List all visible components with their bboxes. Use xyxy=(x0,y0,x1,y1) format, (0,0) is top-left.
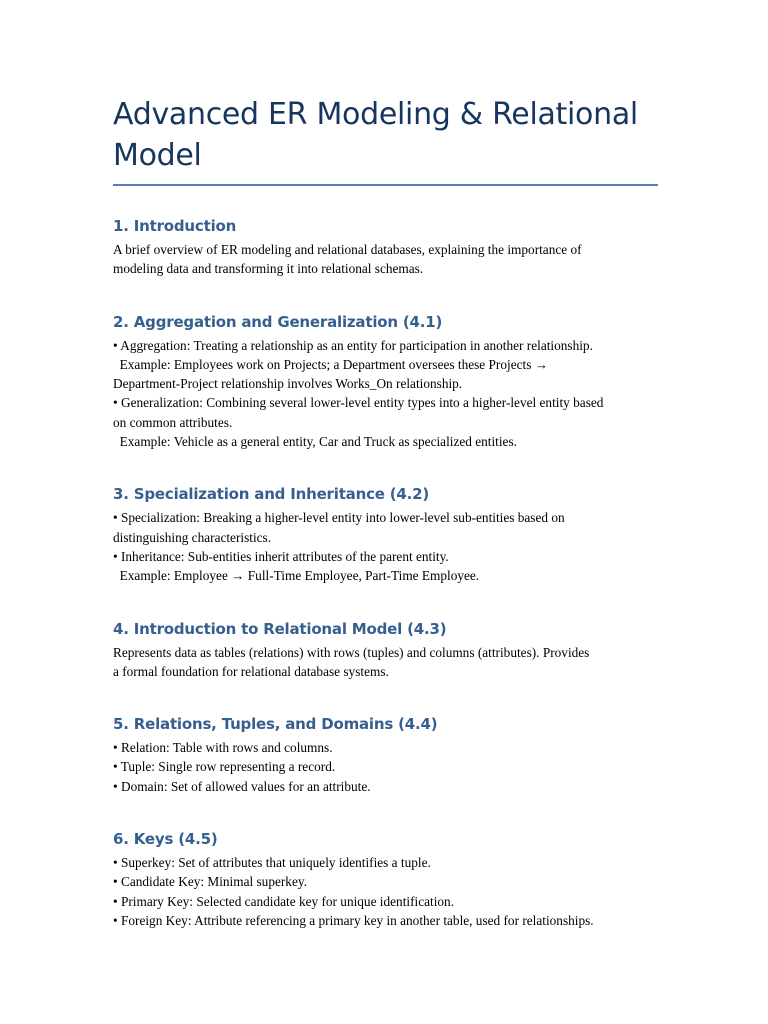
section-body: A brief overview of ER modeling and relational databases, explaining the importance of modeling data and transforming it into relational schemas. xyxy=(113,242,582,277)
section-heading: 5. Relations, Tuples, and Domains (4.4) xyxy=(113,715,438,734)
section-introduction xyxy=(113,216,658,279)
section-specialization-inheritance xyxy=(113,484,658,585)
section-heading: 2. Aggregation and Generalization (4.1) xyxy=(113,312,443,331)
section-body: • Specialization: Breaking a higher-level entity into lower-level sub-entities based on distinguishing characteristics. • Inheritance: Sub-entities inherit attributes of the parent entity. Example: Employee → Full-Time Employee, Part-Time Employee. xyxy=(113,510,565,584)
section-body: • Aggregation: Treating a relationship as an entity for participation in another relationship. Example: Employees work on Projects; a Department oversees these Projects → Department-Project relationship involves Works_On relationship. • Generalization: Combining several lower-level entity types into a higher-level entity based on common attributes. Example: Vehicle as a general entity, Car and Truck as specialized entities. xyxy=(113,337,604,450)
section-keys xyxy=(113,829,658,930)
section-aggregation-generalization xyxy=(113,312,658,452)
section-relations-tuples-domains xyxy=(113,714,658,796)
section-body: Represents data as tables (relations) with rows (tuples) and columns (attributes). Provides a formal foundation for relational database systems. xyxy=(113,644,590,679)
section-body: • Relation: Table with rows and columns. • Tuple: Single row representing a record. • Domain: Set of allowed values for an attribute. xyxy=(113,740,371,794)
document-page xyxy=(113,94,658,930)
section-heading: 3. Specialization and Inheritance (4.2) xyxy=(113,485,430,504)
section-heading: 1. Introduction xyxy=(113,217,237,235)
section-relational-model xyxy=(113,619,658,682)
document-title: Advanced ER Modeling & Relational Model xyxy=(113,94,658,186)
section-body: • Superkey: Set of attributes that uniquely identifies a tuple. • Candidate Key: Minimal superkey. • Primary Key: Selected candidate key for unique identification. • Foreign Key: Attribute referencing a primary key in another table, used for relationships. xyxy=(113,855,594,928)
section-heading: 4. Introduction to Relational Model (4.3) xyxy=(113,619,447,638)
section-heading: 6. Keys (4.5) xyxy=(113,830,218,849)
